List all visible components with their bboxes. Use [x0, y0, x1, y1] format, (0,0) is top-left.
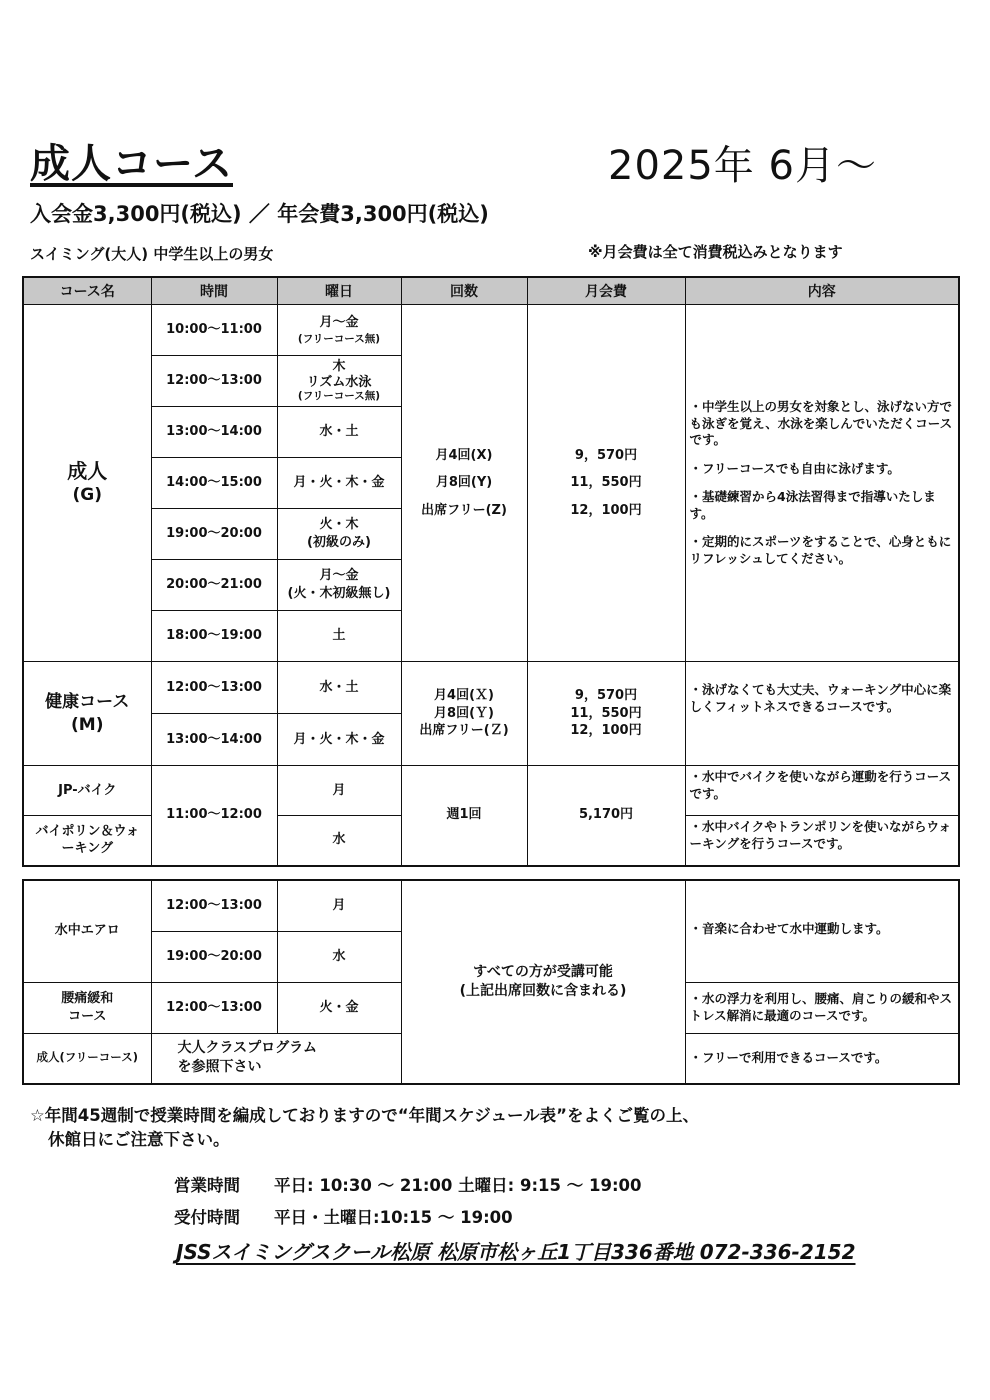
availability-cell: すべての方が受講可能 (上記出席回数に含まれる) — [401, 880, 685, 1084]
content-cell: ・中学生以上の男女を対象とし、泳げない方でも泳ぎを覚え、水泳を楽しんでいただくコースです。 ・フリーコースでも自由に泳げます。 ・基礎練習から4泳法習得まで指導いたします。 ・定期的にスポーツをすることで、心身ともにリフレッシュしてください。 — [685, 305, 959, 662]
count-cell: 月4回(X) 月8回(Y) 出席フリー(Z) — [401, 305, 527, 662]
target-audience: スイミング(大人) 中学生以上の男女 — [30, 245, 274, 263]
days-cell: 木 リズム水泳 (フリーコース無) — [277, 356, 401, 407]
time-cell: 12:00～13:00 — [151, 662, 277, 714]
reception-hours-value: 平日・土曜日:10:15 ～ 19:00 — [274, 1208, 513, 1228]
days-cell: 水 — [277, 816, 401, 866]
header-count: 回数 — [401, 277, 527, 305]
count-cell: 月4回(Ｘ) 月8回(Ｙ) 出席フリー(Ｚ) — [401, 662, 527, 766]
business-hours — [174, 1170, 642, 1234]
days-cell: 月 — [277, 880, 401, 931]
days-cell: 水・土 — [277, 407, 401, 458]
days-cell: 水・土 — [277, 662, 401, 714]
main-schedule-table — [22, 276, 960, 867]
course-aqua-aero: 水中エアロ — [23, 880, 151, 982]
header-content: 内容 — [685, 277, 959, 305]
content-cell: ・水中でバイクを使いながら運動を行うコースです。 — [685, 766, 959, 816]
header-course: コース名 — [23, 277, 151, 305]
time-cell: 12:00～13:00 — [151, 982, 277, 1033]
content-cell: ・泳げなくても大丈夫、ウォーキング中心に楽しくフィットネスできるコースです。 — [685, 662, 959, 766]
days-cell: 月～金 (火・木初級無し) — [277, 560, 401, 611]
reception-hours-label: 受付時間 — [174, 1208, 240, 1228]
effective-date: 2025年 6月～ — [608, 143, 877, 189]
time-cell: 10:00～11:00 — [151, 305, 277, 356]
table-row — [23, 662, 959, 714]
content-cell: ・水の浮力を利用し、腰痛、肩こりの緩和やストレス解消に最適のコースです。 — [685, 982, 959, 1033]
content-cell: ・音楽に合わせて水中運動します。 — [685, 880, 959, 982]
table-row — [23, 880, 959, 931]
time-cell: 14:00～15:00 — [151, 458, 277, 509]
schedule-note: ☆年間45週制で授業時間を編成しておりますので“年間スケジュール表”をよくご覧の上、 休館日にご注意下さい。 — [30, 1106, 699, 1149]
time-cell: 12:00～13:00 — [151, 880, 277, 931]
header-time: 時間 — [151, 277, 277, 305]
time-cell: 19:00～20:00 — [151, 509, 277, 560]
course-adult-free: 成人(フリーコース) — [23, 1033, 151, 1084]
time-cell: 20:00～21:00 — [151, 560, 277, 611]
course-back-pain: 腰痛緩和 コース — [23, 982, 151, 1033]
course-jp-bike: JP-バイク — [23, 766, 151, 816]
time-cell: 11:00～12:00 — [151, 766, 277, 866]
days-cell: 月・火・木・金 — [277, 458, 401, 509]
content-cell: ・フリーで利用できるコースです。 — [685, 1033, 959, 1084]
days-cell: 月 — [277, 766, 401, 816]
time-cell: 13:00～14:00 — [151, 407, 277, 458]
time-cell: 18:00～19:00 — [151, 611, 277, 662]
time-cell: 19:00～20:00 — [151, 931, 277, 982]
page-title: 成人コース — [30, 141, 233, 187]
table-row — [23, 766, 959, 816]
course-adult: 成人 (G) — [23, 305, 151, 662]
free-program-table — [22, 879, 960, 1085]
fee-cell: 9，570円 11，550円 12，100円 — [527, 305, 685, 662]
days-cell: 火・木 (初級のみ) — [277, 509, 401, 560]
course-bipolin: バイポリン＆ウォーキング — [23, 816, 151, 866]
table-row — [23, 305, 959, 356]
fee-cell: 9，570円 11，550円 12，100円 — [527, 662, 685, 766]
days-cell: 月～金 (フリーコース無) — [277, 305, 401, 356]
school-address: JSSスイミングスクール松原 松原市松ヶ丘1丁目336番地 072-336-2152 — [176, 1240, 856, 1264]
header-fee: 月会費 — [527, 277, 685, 305]
content-cell: ・水中バイクやトランポリンを使いながらウォーキングを行うコースです。 — [685, 816, 959, 866]
table-header-row — [23, 277, 959, 305]
fee-cell: 5,170円 — [527, 766, 685, 866]
count-cell: 週1回 — [401, 766, 527, 866]
open-hours-label: 営業時間 — [174, 1176, 240, 1195]
fee-summary: 入会金3,300円(税込) ／ 年会費3,300円(税込) — [30, 202, 489, 226]
open-hours-value: 平日: 10:30 ～ 21:00 土曜日: 9:15 ～ 19:00 — [274, 1176, 642, 1195]
days-cell: 土 — [277, 611, 401, 662]
time-cell: 13:00～14:00 — [151, 714, 277, 766]
course-health: 健康コース (M) — [23, 662, 151, 766]
time-cell: 12:00～13:00 — [151, 356, 277, 407]
program-reference: 大人クラスプログラム を参照下さい — [151, 1033, 401, 1084]
days-cell: 火・金 — [277, 982, 401, 1033]
days-cell: 水 — [277, 931, 401, 982]
days-cell: 月・火・木・金 — [277, 714, 401, 766]
tax-note: ※月会費は全て消費税込みとなります — [588, 243, 843, 261]
header-days: 曜日 — [277, 277, 401, 305]
